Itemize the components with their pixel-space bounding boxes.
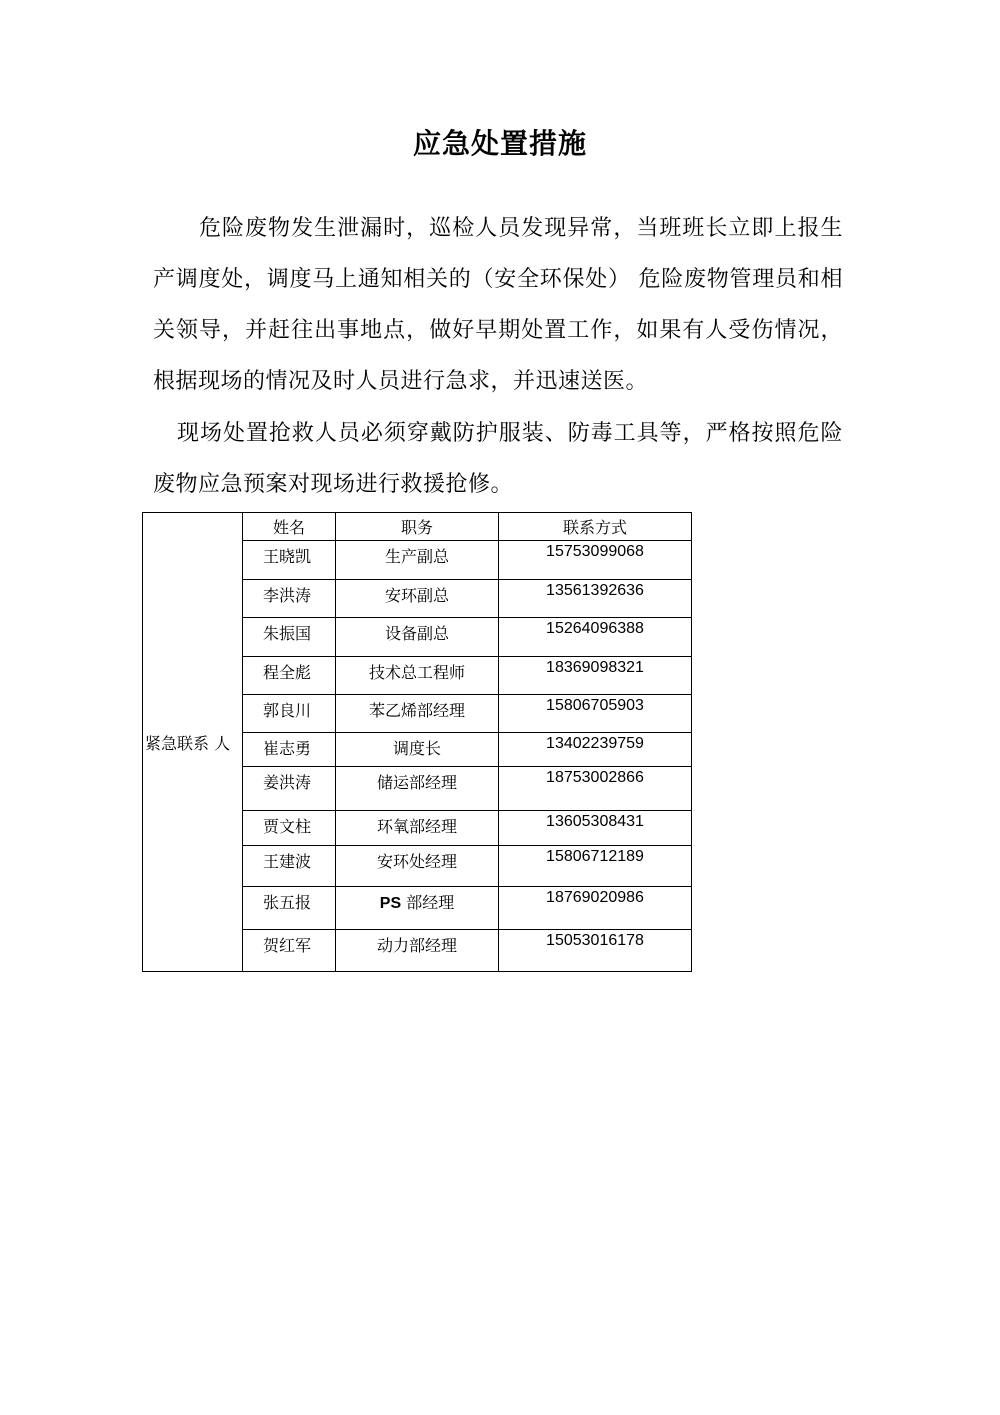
contact-title: 调度长 (336, 733, 499, 767)
contact-title: 生产副总 (336, 541, 499, 580)
contact-name: 贺红军 (243, 930, 336, 972)
contact-title: 技术总工程师 (336, 657, 499, 695)
contact-phone: 18369098321 (499, 657, 692, 695)
emergency-contact-table (142, 512, 692, 972)
contact-name: 李洪涛 (243, 580, 336, 618)
contact-name: 张五报 (243, 887, 336, 930)
contact-name: 王晓凯 (243, 541, 336, 580)
contact-phone: 15264096388 (499, 618, 692, 657)
contact-phone: 15753099068 (499, 541, 692, 580)
contact-name: 崔志勇 (243, 733, 336, 767)
contact-phone: 15806705903 (499, 695, 692, 733)
header-title: 职务 (336, 513, 499, 541)
header-phone: 联系方式 (499, 513, 692, 541)
contact-title: 动力部经理 (336, 930, 499, 972)
contact-title: 苯乙烯部经理 (336, 695, 499, 733)
contact-title: 储运部经理 (336, 767, 499, 811)
contact-phone: 15053016178 (499, 930, 692, 972)
contact-phone: 13402239759 (499, 733, 692, 767)
contact-name: 姜洪涛 (243, 767, 336, 811)
contact-name: 程全彪 (243, 657, 336, 695)
contact-phone: 13605308431 (499, 811, 692, 846)
contact-title-prefix: PS (379, 895, 402, 912)
contact-name: 朱振国 (243, 618, 336, 657)
table-header-row (143, 513, 692, 541)
contact-title (336, 887, 499, 930)
header-name: 姓名 (243, 513, 336, 541)
contact-name: 郭良川 (243, 695, 336, 733)
contact-name: 贾文柱 (243, 811, 336, 846)
contact-phone: 15806712189 (499, 846, 692, 887)
contact-title: 设备副总 (336, 618, 499, 657)
contact-title: 环氧部经理 (336, 811, 499, 846)
contact-title: 安环副总 (336, 580, 499, 618)
emergency-contact-group-label: 紧急联系 人 (143, 513, 243, 972)
contact-phone: 13561392636 (499, 580, 692, 618)
contact-phone: 18753002866 (499, 767, 692, 811)
paragraph-1: 危险废物发生泄漏时，巡检人员发现异常，当班班长立即上报生产调度处，调度马上通知相关的（安全环保处） 危险废物管理员和相关领导，并赶往出事地点，做好早期处置工作，如果有人受伤情况，根据现场的情况及时人员进行急求，并迅速送医。 (153, 216, 843, 394)
contact-phone: 18769020986 (499, 887, 692, 930)
page-title: 应急处置措施 (412, 127, 587, 160)
contact-title-suffix: 部经理 (406, 893, 455, 912)
contact-name: 王建波 (243, 846, 336, 887)
paragraph-2: 现场处置抢救人员必须穿戴防护服装、防毒工具等，严格按照危险废物应急预案对现场进行救援抢修。 (153, 421, 843, 497)
contact-title: 安环处经理 (336, 846, 499, 887)
